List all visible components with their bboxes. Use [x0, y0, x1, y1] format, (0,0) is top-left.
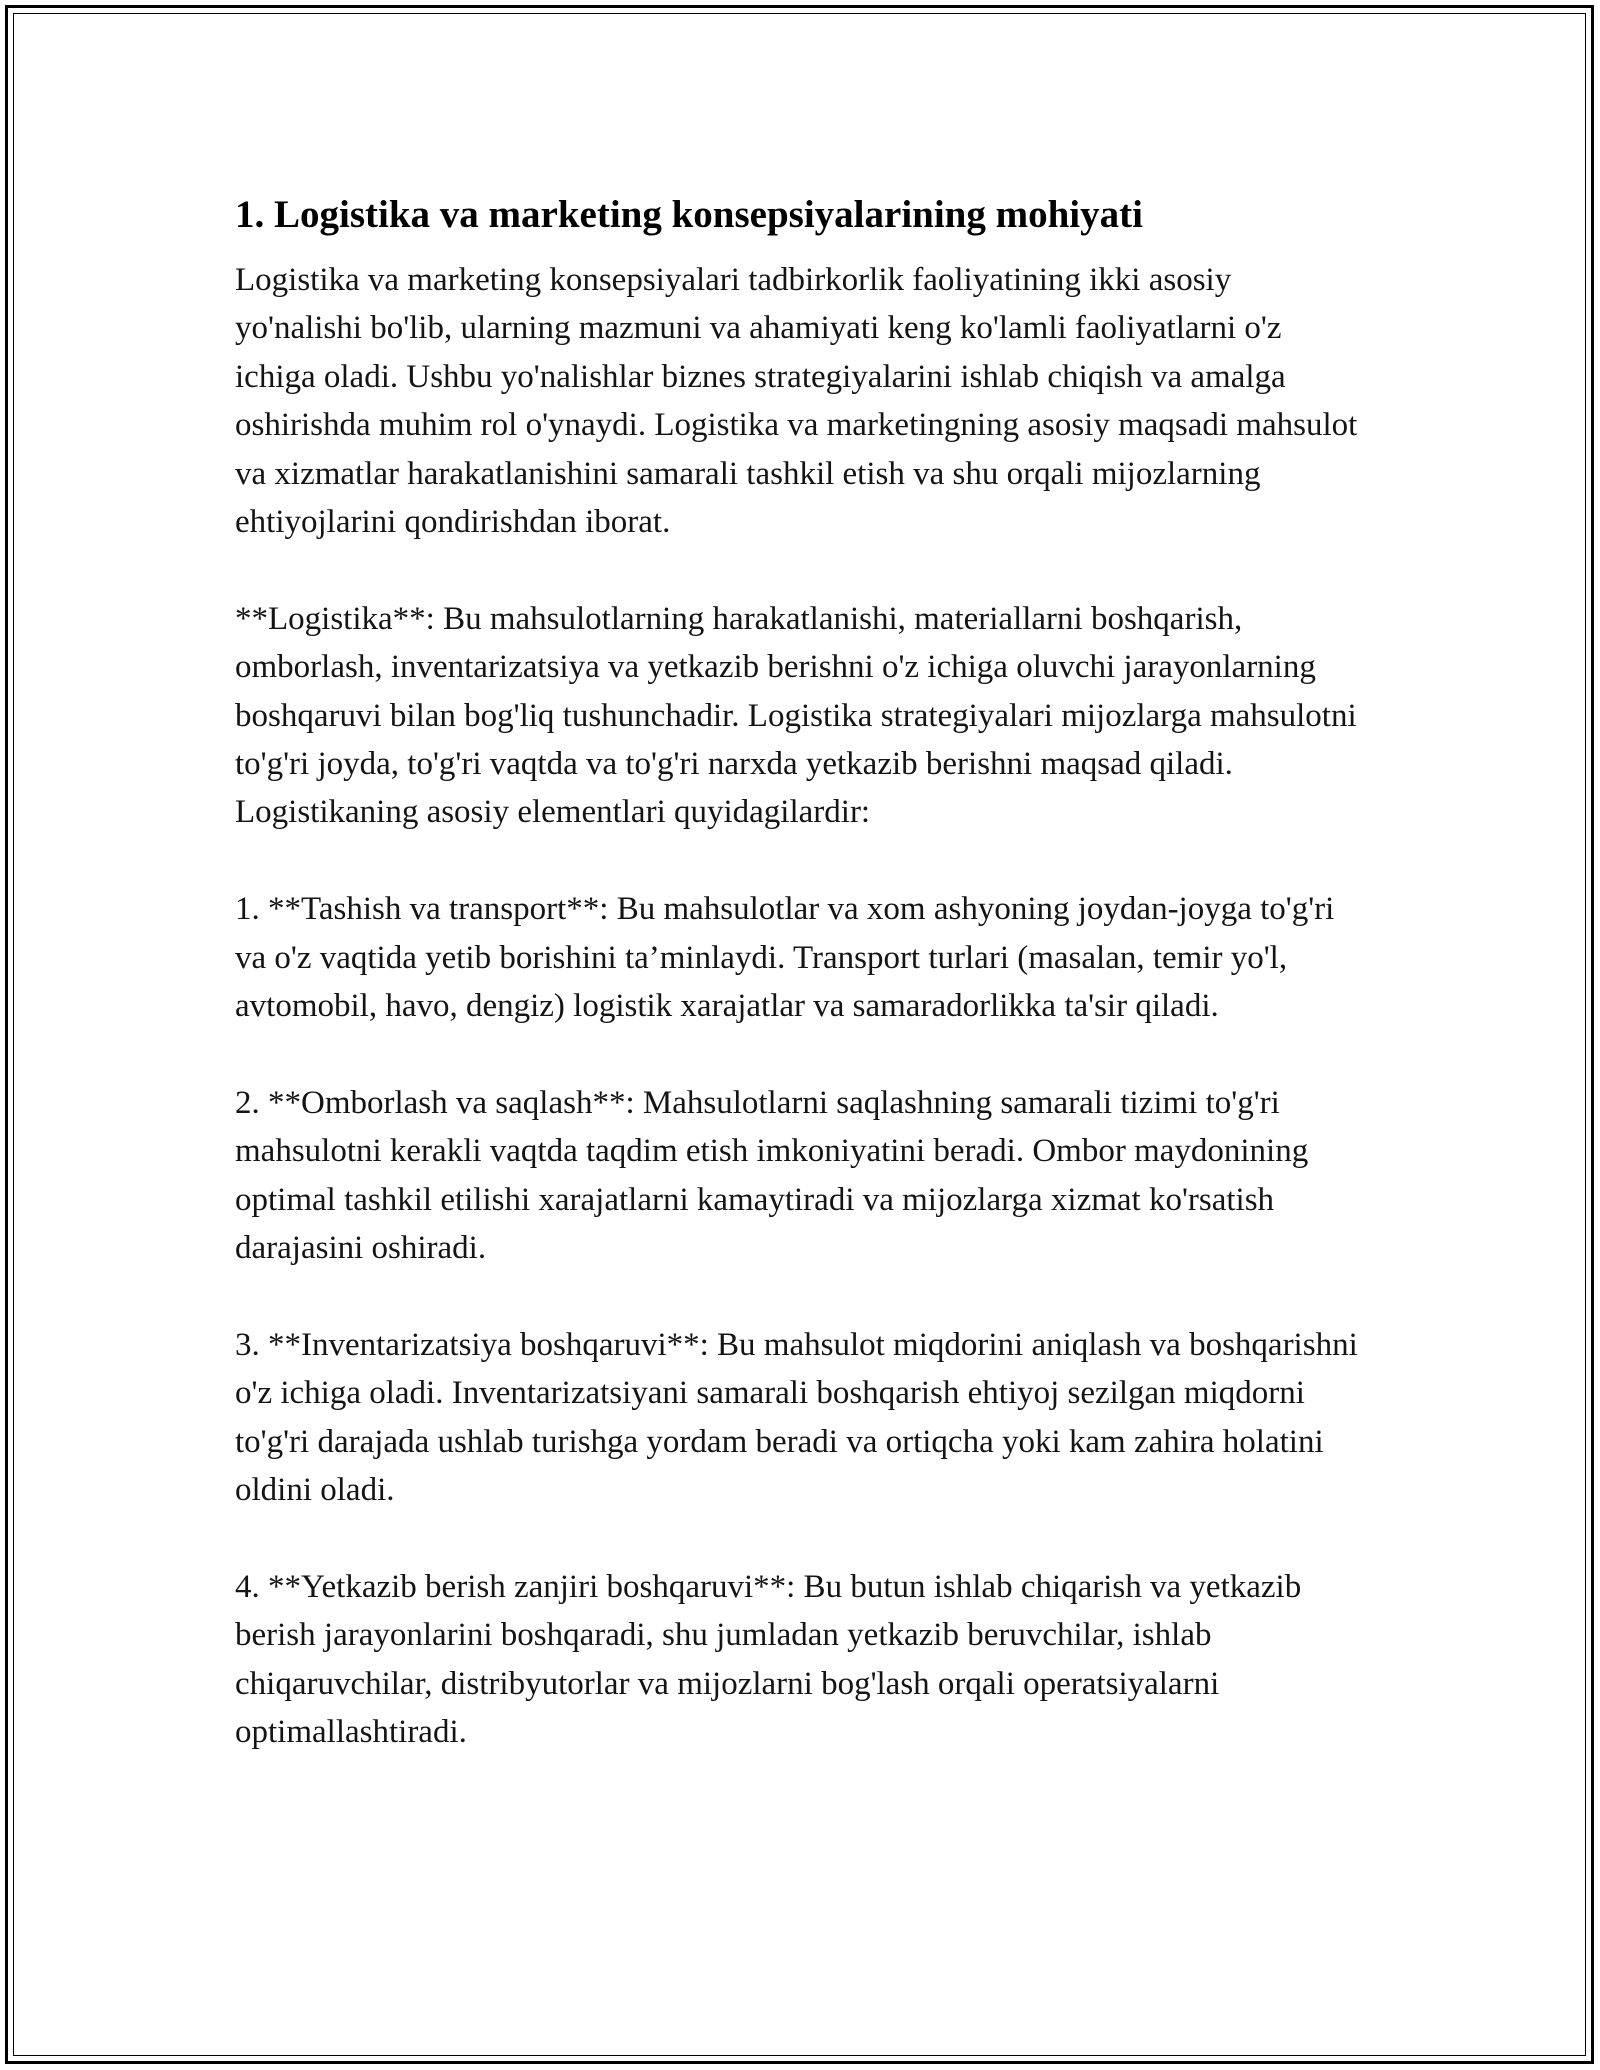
section-title: 1. Logistika va marketing konsepsiyalarining mohiyati: [235, 193, 1143, 236]
intro-paragraph: Logistika va marketing konsepsiyalari tadbirkorlik faoliyatining ikki asosiy yo'nalishi bo'lib, ularning mazmuni va ahamiyati keng ko'lamli faoliyatlarni o'z ichiga oladi. Ushbu yo'nalishlar biznes strategiyalarini ishlab chiqish va amalga oshirishda muhim rol o'ynaydi. Logistika va marketingning asosiy maqsadi mahsulot va xizmatlar harakatlanishini samarali tashkil etish va shu orqali mijozlarning ehtiyojlarini qondirishdan iborat.: [235, 262, 1358, 541]
list-item-supply-chain: 4. **Yetkazib berish zanjiri boshqaruvi**: Bu butun ishlab chiqarish va yetkazib berish jarayonlarini boshqaradi, shu jumladan yetkazib beruvchilar, ishlab chiqaruvchilar, distribyutorlar va mijozlarni bog'lash orqali operatsiyalarni optimallashtiradi.: [235, 1568, 1302, 1751]
document-body: [235, 185, 1365, 1805]
list-item-warehousing: 2. **Omborlash va saqlash**: Mahsulotlarni saqlashning samarali tizimi to'g'ri mahsulotni kerakli vaqtda taqdim etish imkoniyatini beradi. Ombor maydonining optimal tashkil etilishi xarajatlarni kamaytiradi va mijozlarga xizmat ko'rsatish darajasini oshiradi.: [235, 1084, 1309, 1267]
list-item-inventory: 3. **Inventarizatsiya boshqaruvi**: Bu mahsulot miqdorini aniqlash va boshqarishni o'z ichiga oladi. Inventarizatsiyani samarali boshqarish ehtiyoj sezilgan miqdorni to'g'ri darajada ushlab turishga yordam beradi va ortiqcha yoki kam zahira holatini oldini oladi.: [235, 1326, 1358, 1509]
list-item-transport: 1. **Tashish va transport**: Bu mahsulotlar va xom ashyoning joydan-joyga to'g'ri va o'z vaqtida yetib borishini ta’minlaydi. Transport turlari (masalan, temir yo'l, avtomobil, havo, dengiz) logistik xarajatlar va samaradorlikka ta'sir qiladi.: [235, 891, 1335, 1025]
logistics-definition-paragraph: **Logistika**: Bu mahsulotlarning harakatlanishi, materiallarni boshqarish, omborlash, inventarizatsiya va yetkazib berishni o'z ichiga oluvchi jarayonlarning boshqaruvi bilan bog'liq tushunchadir. Logistika strategiyalari mijozlarga mahsulotni to'g'ri joyda, to'g'ri vaqtda va to'g'ri narxda yetkazib berishni maqsad qiladi. Logistikaning asosiy elementlari quyidagilardir:: [235, 600, 1357, 831]
